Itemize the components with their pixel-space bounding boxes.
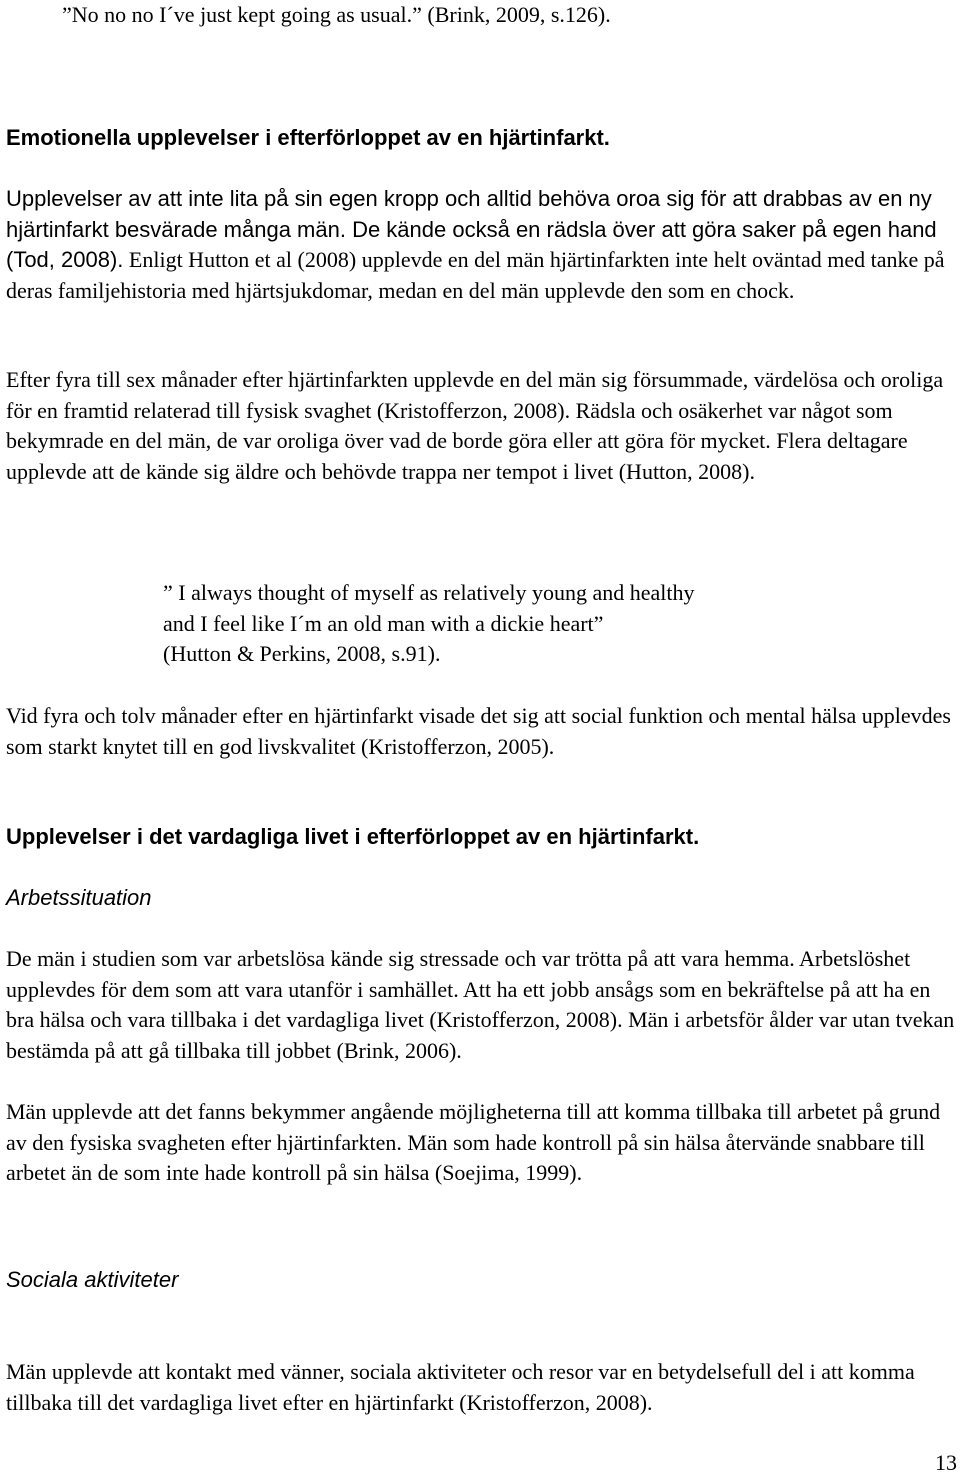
- quote-line-2: and I feel like I´m an old man with a dickie heart”: [163, 610, 604, 636]
- quote-brink: ”No no no I´ve just kept going as usual.” (Brink, 2009, s.126).: [62, 2, 611, 27]
- paragraph-efter-fyra: Efter fyra till sex månader efter hjärtinfarkten upplevde en del män sig försummade, värdelösa och oroliga för en framtid relaterad till fysisk svaghet (Kristofferzon, 2008). Rädsla och osäkerhet var något som bekymrade en del män, de var oroliga över vad de borde göra eller att göra för mycket. Flera deltagare upplevde att de kände sig äldre och behövde trappa ner tempot i livet (Hutton, 2008).: [6, 367, 944, 484]
- paragraph-arbetslosa: De män i studien som var arbetslösa kände sig stressade och var trötta på att vara hemma. Arbetslöshet upplevdes för dem som att vara utanför i samhället. Att ha ett jobb ansågs som en bekräftelse på att ha en bra hälsa och vara tillbaka i det vardagliga livet (Kristofferzon, 2008). Män i arbetsför ålder var utan tvekan bestämda på att gå tillbaka till jobbet (Brink, 2006).: [6, 946, 955, 1063]
- quote-hutton-perkins: [163, 578, 943, 670]
- paragraph-upplevelser-sans: Upplevelser av att inte lita på sin egen kropp och alltid behöva oroa sig för att drabbas av en ny hjärtinfarkt besvärade många män. De kände också en rädsla över att göra saker på egen hand (Tod, 2008).: [6, 186, 937, 272]
- heading-vardagliga-livet: Upplevelser i det vardagliga livet i efterförloppet av en hjärtinfarkt.: [6, 824, 700, 849]
- quote-line-3: (Hutton & Perkins, 2008, s.91).: [163, 641, 441, 666]
- subheading-sociala-aktiviteter: Sociala aktiviteter: [6, 1267, 179, 1292]
- subheading-arbetssituation: Arbetssituation: [6, 885, 152, 910]
- page-number: 13: [935, 1450, 957, 1475]
- quote-line-1: ” I always thought of myself as relatively young and healthy: [163, 580, 695, 605]
- paragraph-bekymmer: Män upplevde att det fanns bekymmer angående möjligheterna till att komma tillbaka till arbetet på grund av den fysiska svagheten efter hjärtinfarkten. Män som hade kontroll på sin hälsa återvände snabbare till arbetet än de som inte hade kontroll på sin hälsa (Soejima, 1999).: [6, 1099, 941, 1185]
- paragraph-sociala: Män upplevde att kontakt med vänner, sociala aktiviteter och resor var en betydelsefull del i att komma tillbaka till det vardagliga livet efter en hjärtinfarkt (Kristofferzon, 2008).: [6, 1359, 915, 1415]
- paragraph-vid-fyra: Vid fyra och tolv månader efter en hjärtinfarkt visade det sig att social funktion och mental hälsa upplevdes som starkt knytet till en god livskvalitet (Kristofferzon, 2005).: [6, 703, 951, 759]
- heading-emotionella-upplevelser: Emotionella upplevelser i efterförloppet av en hjärtinfarkt.: [6, 125, 610, 150]
- paragraph-upplevelser: [6, 184, 956, 306]
- paragraph-upplevelser-serif: Enligt Hutton et al (2008) upplevde en del män hjärtinfarkten inte helt oväntad med tanke på deras familjehistoria med hjärtsjukdomar, medan en del män upplevde den som en chock.: [6, 247, 945, 303]
